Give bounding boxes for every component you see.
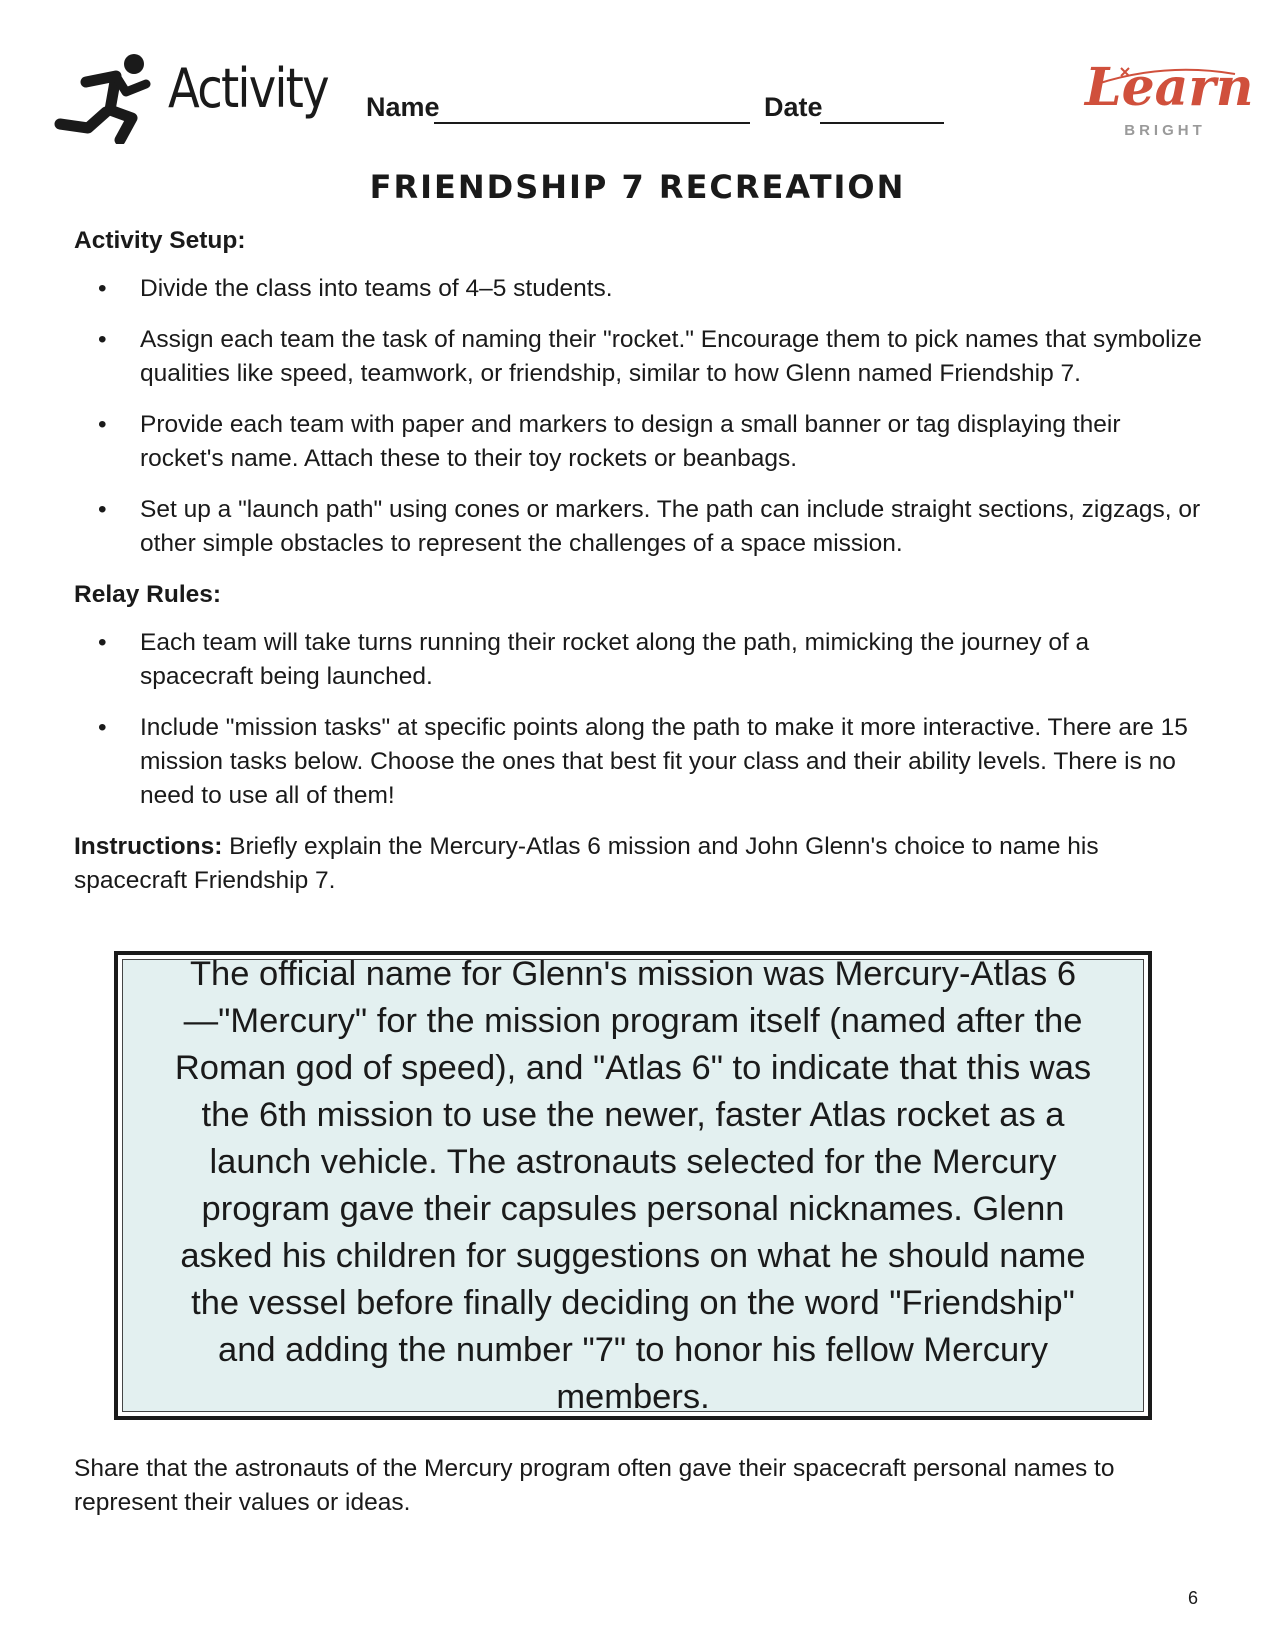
activity-label: Activity (168, 57, 328, 120)
list-item-text: Set up a "launch path" using cones or markers. The path can include straight sections, zigzags, or other simple obstacles to represent the challenges of a space mission. (140, 496, 1201, 557)
mission-info-box (114, 951, 1152, 1420)
list-item-text: Provide each team with paper and markers to design a small banner or tag displaying their rocket's name. Attach these to their toy rockets or beanbags. (140, 411, 1121, 472)
bullet-icon: • (98, 275, 107, 302)
list-item-text: Include "mission tasks" at specific points along the path to make it more interactive. There are 15 mission tasks below. Choose the ones that best fit your class and their ability levels. There is no need to use all of them! (140, 714, 1188, 809)
logo-word: Learn (1085, 57, 1254, 118)
list-item (74, 493, 1204, 561)
logo-subtext: BRIGHT (1124, 122, 1206, 139)
share-paragraph: Share that the astronauts of the Mercury program often gave their spacecraft personal names to represent their values or ideas. (74, 1455, 1115, 1516)
page-title: FRIENDSHIP 7 RECREATION (369, 168, 906, 206)
name-field[interactable] (434, 122, 750, 124)
list-item-text: Assign each team the task of naming their "rocket." Encourage them to pick names that symbolize qualities like speed, teamwork, or friendship, similar to how Glenn named Friendship 7. (140, 326, 1202, 387)
learn-bright-logo (1085, 57, 1254, 144)
bullet-icon: • (98, 496, 107, 523)
list-item-text: Divide the class into teams of 4–5 students. (140, 275, 613, 302)
date-label: Date (764, 92, 823, 122)
list-item (74, 408, 1204, 476)
running-person-icon (54, 52, 154, 144)
rules-heading: Relay Rules: (74, 581, 222, 608)
list-item (74, 711, 1204, 813)
date-field[interactable] (820, 122, 944, 124)
list-item (74, 626, 1204, 694)
setup-list (74, 272, 1204, 561)
page-header (0, 0, 1275, 160)
mission-info-text: The official name for Glenn's mission was Mercury-Atlas 6—"Mercury" for the mission program itself (named after the Roman god of speed), and "Atlas 6" to indicate that this was the 6th mission to use the newer, faster Atlas rocket as a launch vehicle. The astronauts selected for the Mercury program gave their capsules personal nicknames. Glenn asked his children for suggestions on what he should name the vessel before finally deciding on the word "Friendship" and adding the number "7" to honor his fellow Mercury members. (174, 954, 1092, 1416)
name-label: Name (366, 92, 440, 122)
bullet-icon: • (98, 411, 107, 438)
rules-list (74, 626, 1204, 813)
instructions-paragraph (74, 830, 1204, 898)
instructions-text: Briefly explain the Mercury-Atlas 6 mission and John Glenn's choice to name his spacecraft Friendship 7. (74, 833, 1099, 894)
bullet-icon: • (98, 326, 107, 353)
bullet-icon: • (98, 714, 107, 741)
setup-heading: Activity Setup: (74, 227, 246, 254)
mission-info-box-inner (122, 954, 1144, 1416)
page-number: 6 (1188, 1588, 1199, 1608)
list-item (74, 272, 1204, 306)
instructions-label: Instructions: (74, 833, 223, 860)
main-content (74, 224, 1204, 898)
list-item-text: Each team will take turns running their rocket along the path, mimicking the journey of a spacecraft being launched. (140, 629, 1090, 690)
list-item (74, 323, 1204, 391)
bullet-icon: • (98, 629, 107, 656)
